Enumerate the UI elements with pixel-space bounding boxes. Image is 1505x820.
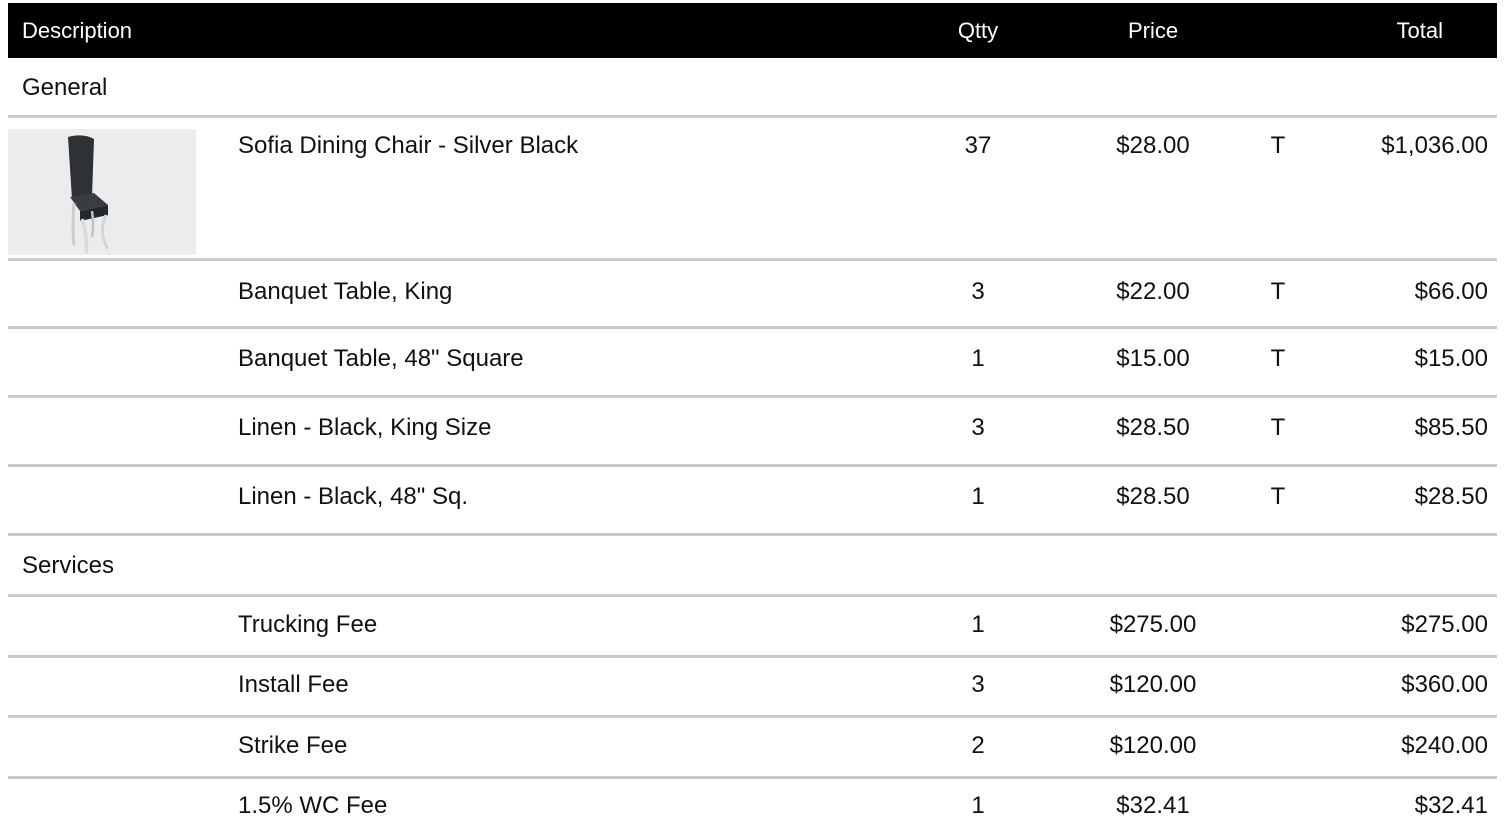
item-price: $22.00 xyxy=(1116,278,1190,305)
item-price: $28.00 xyxy=(1116,132,1190,159)
section-services xyxy=(8,536,1497,596)
item-price: $120.00 xyxy=(1109,671,1197,698)
item-description: Linen - Black, King Size xyxy=(238,414,492,441)
item-tax-flag: T xyxy=(1270,278,1286,305)
item-total: $1,036.00 xyxy=(1381,132,1488,159)
item-total: $15.00 xyxy=(1414,345,1488,372)
item-qty: 2 xyxy=(971,732,985,759)
table-row xyxy=(8,467,1497,533)
item-total: $240.00 xyxy=(1401,732,1488,759)
item-price: $120.00 xyxy=(1109,732,1197,759)
item-qty: 1 xyxy=(971,345,985,372)
table-row xyxy=(8,658,1497,716)
table-row xyxy=(8,718,1497,776)
table-row xyxy=(8,597,1497,655)
item-tax-flag: T xyxy=(1270,414,1286,441)
item-total: $360.00 xyxy=(1401,671,1488,698)
table-row xyxy=(8,261,1497,326)
item-tax-flag: T xyxy=(1270,132,1286,159)
item-qty: 37 xyxy=(964,132,992,159)
item-tax-flag: T xyxy=(1270,483,1286,510)
section-title: Services xyxy=(22,552,115,579)
item-total: $32.41 xyxy=(1414,792,1488,819)
item-description: Banquet Table, 48" Square xyxy=(238,345,524,372)
item-description: Install Fee xyxy=(238,671,349,698)
item-qty: 3 xyxy=(971,671,985,698)
dining-chair-image xyxy=(8,129,196,255)
item-qty: 1 xyxy=(971,483,985,510)
header-total: Total xyxy=(1396,18,1443,43)
item-qty: 1 xyxy=(971,611,985,638)
header-qty: Qtty xyxy=(957,18,999,43)
item-price: $275.00 xyxy=(1109,611,1197,638)
item-qty: 3 xyxy=(971,414,985,441)
item-total: $28.50 xyxy=(1414,483,1488,510)
item-tax-flag: T xyxy=(1270,345,1286,372)
table-row xyxy=(8,398,1497,464)
header-description: Description xyxy=(22,18,133,43)
table-row xyxy=(8,779,1497,820)
item-total: $275.00 xyxy=(1401,611,1488,638)
chair-picture xyxy=(8,129,196,255)
item-total: $85.50 xyxy=(1414,414,1488,441)
item-price: $28.50 xyxy=(1116,414,1190,441)
item-total: $66.00 xyxy=(1414,278,1488,305)
table-row xyxy=(8,118,1497,258)
item-qty: 1 xyxy=(971,792,985,819)
item-description: Linen - Black, 48" Sq. xyxy=(238,483,468,510)
item-price: $15.00 xyxy=(1116,345,1190,372)
section-general xyxy=(8,58,1497,118)
table-header xyxy=(8,3,1497,58)
item-qty: 3 xyxy=(971,278,985,305)
item-price: $28.50 xyxy=(1116,483,1190,510)
item-description: Banquet Table, King xyxy=(238,278,453,305)
table-row xyxy=(8,329,1497,395)
item-description: Strike Fee xyxy=(238,732,348,759)
item-description: Sofia Dining Chair - Silver Black xyxy=(238,132,579,159)
section-title: General xyxy=(22,74,108,101)
header-price: Price xyxy=(1127,18,1179,43)
item-price: $32.41 xyxy=(1116,792,1190,819)
item-description: 1.5% WC Fee xyxy=(238,792,388,819)
item-description: Trucking Fee xyxy=(238,611,378,638)
